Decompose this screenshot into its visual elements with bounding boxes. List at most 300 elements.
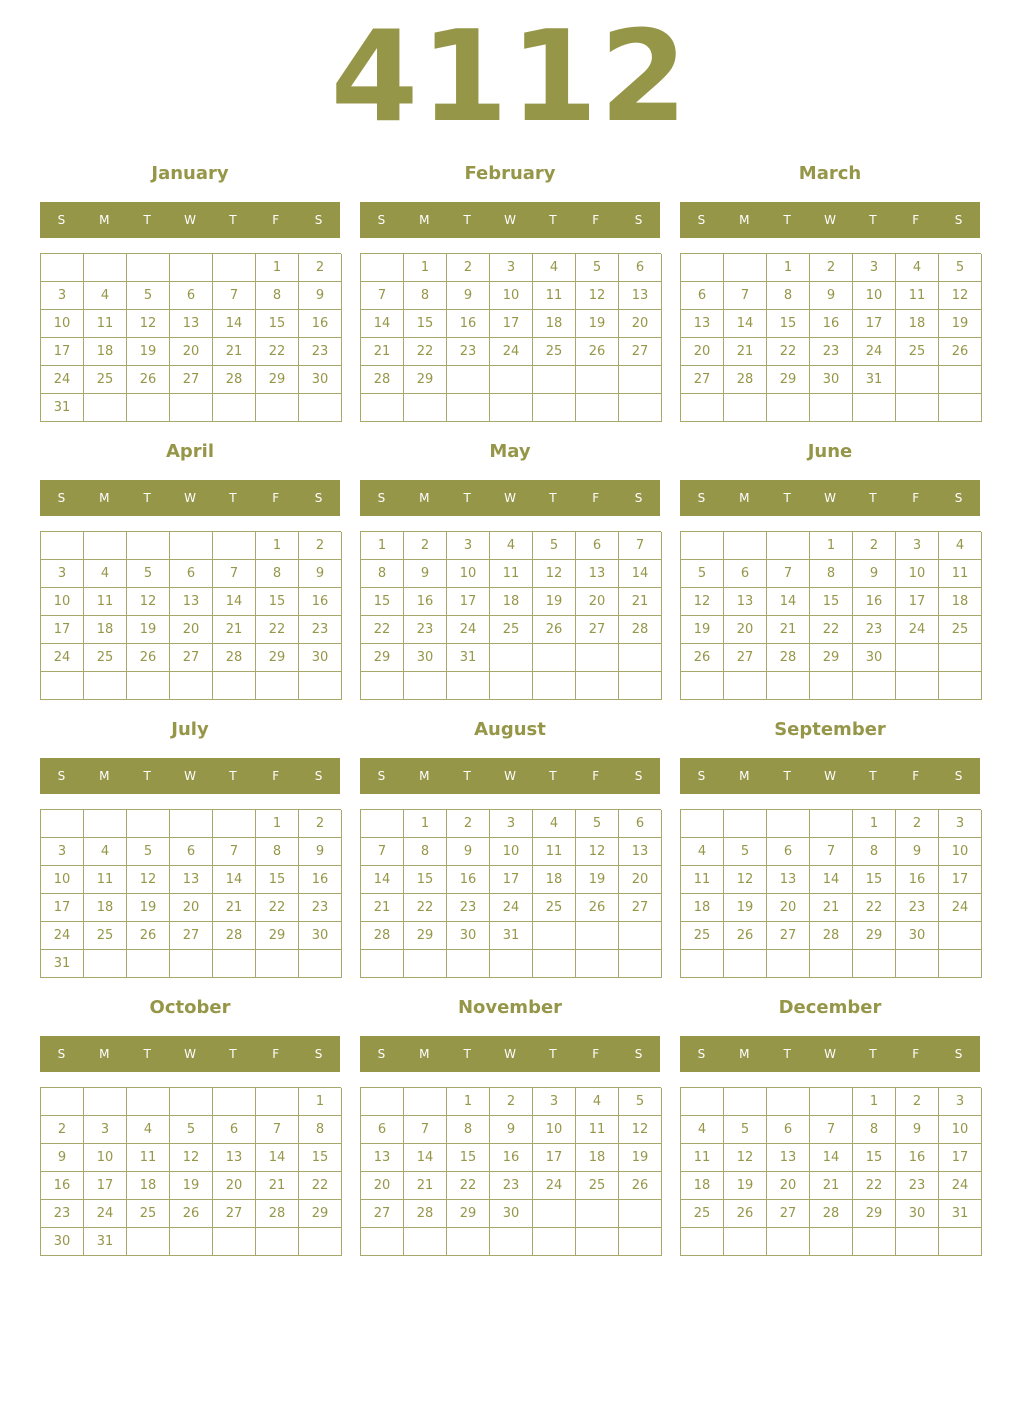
empty-day-cell (127, 394, 170, 422)
day-cell: 22 (853, 894, 896, 922)
day-cell: 19 (619, 1144, 662, 1172)
day-cell: 14 (256, 1144, 299, 1172)
day-cell: 10 (490, 838, 533, 866)
day-cell: 4 (533, 254, 576, 282)
weekday-label: T (869, 1047, 877, 1061)
day-cell: 29 (404, 922, 447, 950)
weekday-label: S (634, 491, 643, 505)
day-cell: 4 (939, 532, 982, 560)
day-cell: 7 (619, 532, 662, 560)
day-cell: 4 (896, 254, 939, 282)
weekday-label: T (229, 213, 237, 227)
day-cell: 1 (447, 1088, 490, 1116)
day-cell: 17 (41, 616, 84, 644)
day-cell: 23 (299, 616, 342, 644)
day-cell: 25 (533, 338, 576, 366)
day-cell: 14 (361, 866, 404, 894)
day-cell: 1 (767, 254, 810, 282)
empty-day-cell (170, 810, 213, 838)
empty-day-cell (127, 532, 170, 560)
day-cell: 12 (576, 838, 619, 866)
day-cell: 19 (576, 310, 619, 338)
empty-day-cell (681, 394, 724, 422)
weekday-header (360, 480, 660, 516)
day-cell: 18 (576, 1144, 619, 1172)
day-cell: 31 (41, 950, 84, 978)
day-grid (360, 531, 661, 700)
day-cell: 13 (576, 560, 619, 588)
empty-day-cell (681, 532, 724, 560)
day-cell: 31 (41, 394, 84, 422)
day-cell: 9 (299, 560, 342, 588)
day-cell: 28 (361, 922, 404, 950)
weekday-label: F (592, 1047, 600, 1061)
weekday-label: W (824, 769, 836, 783)
weekday-label: W (504, 213, 516, 227)
weekday-label: W (184, 1047, 196, 1061)
weekday-label: F (592, 769, 600, 783)
day-cell: 1 (256, 532, 299, 560)
empty-day-cell (939, 1228, 982, 1256)
weekday-header (40, 758, 340, 794)
weekday-label: S (954, 769, 963, 783)
empty-day-cell (490, 950, 533, 978)
empty-day-cell (619, 1228, 662, 1256)
day-cell: 30 (404, 644, 447, 672)
day-cell: 15 (447, 1144, 490, 1172)
day-cell: 10 (41, 310, 84, 338)
day-cell: 3 (939, 1088, 982, 1116)
day-cell: 21 (213, 616, 256, 644)
day-cell: 18 (681, 894, 724, 922)
day-cell: 12 (576, 282, 619, 310)
weekday-label: W (184, 769, 196, 783)
day-cell: 20 (619, 866, 662, 894)
weekday-label: W (184, 213, 196, 227)
day-cell: 24 (447, 616, 490, 644)
day-cell: 26 (127, 644, 170, 672)
empty-day-cell (576, 672, 619, 700)
empty-day-cell (896, 1228, 939, 1256)
day-cell: 24 (939, 1172, 982, 1200)
empty-day-cell (853, 1228, 896, 1256)
day-cell: 19 (533, 588, 576, 616)
weekday-label: S (57, 769, 66, 783)
empty-day-cell (41, 254, 84, 282)
day-cell: 21 (361, 894, 404, 922)
day-cell: 11 (84, 310, 127, 338)
day-cell: 27 (767, 1200, 810, 1228)
empty-day-cell (213, 254, 256, 282)
day-cell: 23 (447, 338, 490, 366)
empty-day-cell (84, 672, 127, 700)
day-cell: 1 (361, 532, 404, 560)
empty-day-cell (256, 672, 299, 700)
day-cell: 27 (170, 922, 213, 950)
day-cell: 11 (681, 1144, 724, 1172)
day-cell: 20 (170, 894, 213, 922)
weekday-label: F (912, 213, 920, 227)
day-cell: 26 (576, 338, 619, 366)
day-cell: 26 (681, 644, 724, 672)
day-cell: 29 (256, 922, 299, 950)
weekday-label: T (229, 1047, 237, 1061)
empty-day-cell (41, 532, 84, 560)
day-cell: 30 (299, 922, 342, 950)
day-cell: 15 (404, 310, 447, 338)
empty-day-cell (767, 810, 810, 838)
day-cell: 15 (810, 588, 853, 616)
day-cell: 29 (256, 644, 299, 672)
weekday-label: S (954, 1047, 963, 1061)
day-cell: 20 (170, 616, 213, 644)
empty-day-cell (939, 644, 982, 672)
empty-day-cell (724, 950, 767, 978)
empty-day-cell (619, 366, 662, 394)
empty-day-cell (490, 644, 533, 672)
day-cell: 2 (41, 1116, 84, 1144)
weekday-label: M (419, 213, 430, 227)
day-cell: 26 (576, 894, 619, 922)
day-cell: 28 (361, 366, 404, 394)
day-cell: 25 (681, 922, 724, 950)
day-cell: 4 (681, 1116, 724, 1144)
day-cell: 20 (619, 310, 662, 338)
day-cell: 3 (41, 282, 84, 310)
empty-day-cell (170, 1088, 213, 1116)
weekday-label: F (912, 1047, 920, 1061)
day-cell: 17 (84, 1172, 127, 1200)
day-cell: 11 (84, 866, 127, 894)
day-cell: 2 (853, 532, 896, 560)
day-cell: 24 (41, 922, 84, 950)
day-cell: 13 (767, 1144, 810, 1172)
day-cell: 11 (896, 282, 939, 310)
day-cell: 28 (213, 644, 256, 672)
day-cell: 5 (724, 1116, 767, 1144)
day-cell: 6 (767, 1116, 810, 1144)
day-cell: 6 (619, 810, 662, 838)
weekday-label: W (824, 213, 836, 227)
day-cell: 10 (853, 282, 896, 310)
day-cell: 19 (127, 894, 170, 922)
day-cell: 24 (490, 338, 533, 366)
empty-day-cell (576, 922, 619, 950)
day-cell: 29 (853, 1200, 896, 1228)
day-cell: 25 (533, 894, 576, 922)
day-cell: 11 (533, 838, 576, 866)
empty-day-cell (576, 1200, 619, 1228)
day-cell: 4 (127, 1116, 170, 1144)
weekday-label: T (229, 769, 237, 783)
day-cell: 5 (619, 1088, 662, 1116)
day-cell: 27 (170, 644, 213, 672)
day-cell: 13 (681, 310, 724, 338)
empty-day-cell (810, 672, 853, 700)
day-cell: 29 (810, 644, 853, 672)
day-cell: 19 (681, 616, 724, 644)
day-cell: 28 (256, 1200, 299, 1228)
day-cell: 15 (299, 1144, 342, 1172)
day-cell: 3 (84, 1116, 127, 1144)
day-cell: 24 (84, 1200, 127, 1228)
empty-day-cell (84, 254, 127, 282)
empty-day-cell (681, 1228, 724, 1256)
weekday-label: T (229, 491, 237, 505)
day-cell: 1 (256, 810, 299, 838)
empty-day-cell (767, 532, 810, 560)
empty-day-cell (361, 1228, 404, 1256)
empty-day-cell (576, 950, 619, 978)
day-cell: 17 (41, 338, 84, 366)
day-cell: 1 (256, 254, 299, 282)
weekday-label: M (739, 769, 750, 783)
day-cell: 28 (724, 366, 767, 394)
weekday-label: T (143, 491, 151, 505)
weekday-label: F (592, 491, 600, 505)
empty-day-cell (213, 394, 256, 422)
day-cell: 16 (490, 1144, 533, 1172)
day-cell: 21 (213, 894, 256, 922)
weekday-label: S (57, 491, 66, 505)
day-cell: 23 (896, 894, 939, 922)
day-cell: 19 (170, 1172, 213, 1200)
day-cell: 29 (299, 1200, 342, 1228)
day-cell: 26 (939, 338, 982, 366)
day-cell: 16 (41, 1172, 84, 1200)
day-cell: 8 (299, 1116, 342, 1144)
empty-day-cell (361, 254, 404, 282)
weekday-label: T (549, 213, 557, 227)
month-title: January (151, 163, 229, 184)
day-cell: 6 (361, 1116, 404, 1144)
empty-day-cell (767, 394, 810, 422)
month-title: February (464, 163, 556, 184)
day-cell: 1 (853, 1088, 896, 1116)
empty-day-cell (41, 672, 84, 700)
day-cell: 21 (810, 894, 853, 922)
day-cell: 16 (447, 310, 490, 338)
empty-day-cell (256, 394, 299, 422)
empty-day-cell (256, 1088, 299, 1116)
day-cell: 3 (939, 810, 982, 838)
day-cell: 25 (939, 616, 982, 644)
day-cell: 27 (619, 894, 662, 922)
weekday-label: T (869, 213, 877, 227)
day-cell: 13 (619, 282, 662, 310)
weekday-label: T (783, 213, 791, 227)
day-cell: 6 (170, 282, 213, 310)
day-cell: 19 (127, 338, 170, 366)
day-cell: 31 (939, 1200, 982, 1228)
empty-day-cell (533, 644, 576, 672)
empty-day-cell (681, 672, 724, 700)
empty-day-cell (810, 810, 853, 838)
day-cell: 20 (170, 338, 213, 366)
weekday-header (680, 202, 980, 238)
day-cell: 22 (810, 616, 853, 644)
weekday-label: T (549, 1047, 557, 1061)
day-cell: 7 (361, 282, 404, 310)
weekday-label: S (697, 1047, 706, 1061)
day-cell: 4 (681, 838, 724, 866)
day-cell: 4 (576, 1088, 619, 1116)
empty-day-cell (619, 1200, 662, 1228)
empty-day-cell (213, 810, 256, 838)
empty-day-cell (256, 1228, 299, 1256)
empty-day-cell (213, 672, 256, 700)
day-cell: 23 (896, 1172, 939, 1200)
day-cell: 28 (810, 1200, 853, 1228)
weekday-label: M (99, 491, 110, 505)
day-cell: 22 (299, 1172, 342, 1200)
day-cell: 22 (256, 894, 299, 922)
day-cell: 15 (256, 866, 299, 894)
weekday-label: S (377, 1047, 386, 1061)
day-cell: 2 (299, 532, 342, 560)
weekday-label: M (99, 1047, 110, 1061)
weekday-label: S (314, 769, 323, 783)
empty-day-cell (619, 950, 662, 978)
day-cell: 26 (533, 616, 576, 644)
day-cell: 21 (619, 588, 662, 616)
day-cell: 27 (619, 338, 662, 366)
weekday-label: T (869, 491, 877, 505)
day-cell: 27 (361, 1200, 404, 1228)
weekday-label: T (463, 769, 471, 783)
day-cell: 13 (724, 588, 767, 616)
day-cell: 12 (127, 866, 170, 894)
weekday-label: M (419, 769, 430, 783)
weekday-label: T (783, 1047, 791, 1061)
weekday-label: S (954, 213, 963, 227)
day-cell: 25 (490, 616, 533, 644)
empty-day-cell (213, 1228, 256, 1256)
day-cell: 2 (896, 810, 939, 838)
day-cell: 12 (127, 310, 170, 338)
day-cell: 16 (299, 588, 342, 616)
day-cell: 9 (896, 1116, 939, 1144)
day-grid (360, 809, 661, 978)
day-cell: 14 (404, 1144, 447, 1172)
empty-day-cell (170, 532, 213, 560)
day-cell: 4 (84, 560, 127, 588)
day-cell: 4 (490, 532, 533, 560)
weekday-label: S (377, 491, 386, 505)
empty-day-cell (681, 1088, 724, 1116)
day-grid (680, 1087, 981, 1256)
empty-day-cell (170, 254, 213, 282)
empty-day-cell (939, 394, 982, 422)
empty-day-cell (681, 950, 724, 978)
empty-day-cell (724, 532, 767, 560)
day-cell: 30 (896, 1200, 939, 1228)
empty-day-cell (84, 810, 127, 838)
day-cell: 21 (404, 1172, 447, 1200)
weekday-label: F (912, 769, 920, 783)
empty-day-cell (213, 532, 256, 560)
weekday-header (40, 480, 340, 516)
day-cell: 18 (127, 1172, 170, 1200)
day-cell: 24 (490, 894, 533, 922)
weekday-label: T (463, 491, 471, 505)
weekday-label: T (143, 1047, 151, 1061)
empty-day-cell (127, 1088, 170, 1116)
day-grid (40, 531, 341, 700)
day-cell: 25 (84, 366, 127, 394)
empty-day-cell (853, 394, 896, 422)
day-cell: 20 (361, 1172, 404, 1200)
day-cell: 2 (299, 254, 342, 282)
day-cell: 11 (939, 560, 982, 588)
day-cell: 14 (213, 588, 256, 616)
empty-day-cell (84, 950, 127, 978)
day-cell: 12 (939, 282, 982, 310)
empty-day-cell (41, 810, 84, 838)
empty-day-cell (724, 1228, 767, 1256)
month-title: April (165, 441, 215, 462)
weekday-label: F (272, 769, 280, 783)
day-cell: 5 (576, 810, 619, 838)
day-cell: 8 (361, 560, 404, 588)
day-cell: 7 (213, 560, 256, 588)
empty-day-cell (939, 672, 982, 700)
day-cell: 15 (256, 310, 299, 338)
day-cell: 11 (533, 282, 576, 310)
day-cell: 27 (576, 616, 619, 644)
empty-day-cell (896, 394, 939, 422)
day-cell: 15 (767, 310, 810, 338)
empty-day-cell (299, 1228, 342, 1256)
weekday-label: S (314, 1047, 323, 1061)
day-cell: 4 (84, 282, 127, 310)
day-cell: 14 (724, 310, 767, 338)
day-cell: 9 (299, 282, 342, 310)
day-cell: 16 (404, 588, 447, 616)
day-cell: 15 (256, 588, 299, 616)
day-cell: 7 (404, 1116, 447, 1144)
day-cell: 12 (724, 866, 767, 894)
day-cell: 15 (853, 1144, 896, 1172)
day-cell: 9 (447, 282, 490, 310)
weekday-label: M (739, 491, 750, 505)
day-cell: 23 (41, 1200, 84, 1228)
weekday-label: S (377, 213, 386, 227)
day-cell: 18 (533, 866, 576, 894)
day-cell: 29 (853, 922, 896, 950)
day-cell: 24 (41, 644, 84, 672)
empty-day-cell (490, 366, 533, 394)
day-cell: 2 (447, 254, 490, 282)
month-title: October (149, 997, 231, 1018)
day-cell: 23 (404, 616, 447, 644)
day-cell: 25 (84, 922, 127, 950)
day-cell: 19 (127, 616, 170, 644)
day-cell: 14 (810, 866, 853, 894)
weekday-header (680, 1036, 980, 1072)
month-title: December (778, 997, 882, 1018)
day-cell: 19 (576, 866, 619, 894)
day-cell: 2 (490, 1088, 533, 1116)
month-title: May (489, 441, 531, 462)
day-cell: 8 (404, 282, 447, 310)
weekday-label: T (783, 769, 791, 783)
day-cell: 7 (213, 282, 256, 310)
day-cell: 9 (853, 560, 896, 588)
day-cell: 8 (767, 282, 810, 310)
day-cell: 7 (724, 282, 767, 310)
day-grid (360, 253, 661, 422)
